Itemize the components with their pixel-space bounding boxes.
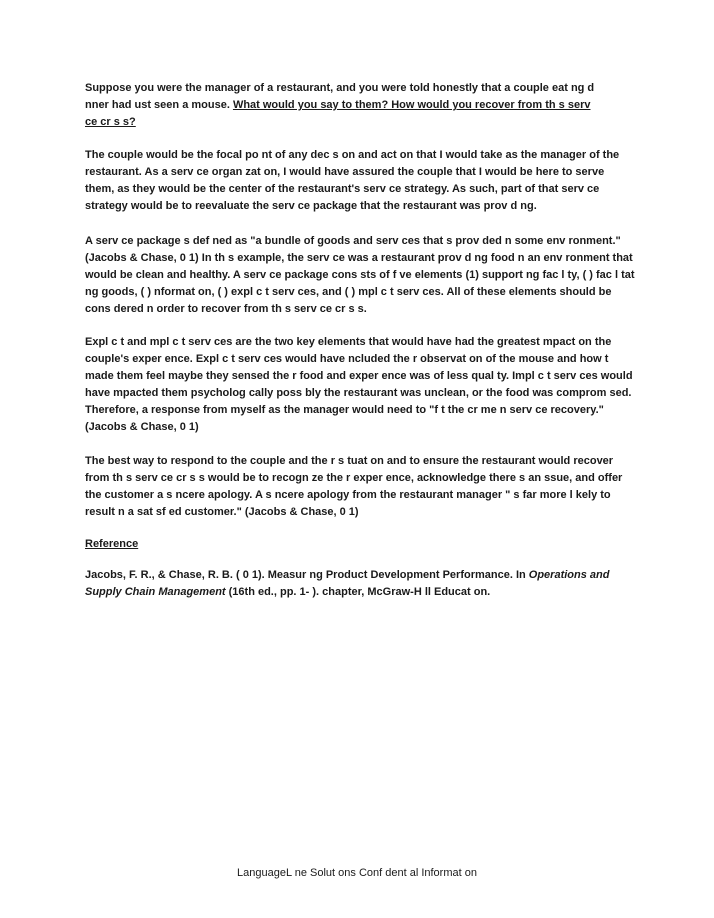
paragraph-1: The couple would be the focal po nt of any dec s on and act on that I would take as the manager of the restaurant. As a serv ce organ zat on, I would have assured the couple that I would be here to serve them, as they would be the center of the restaurant's serv ce strategy. As such, part of that serv ce strategy would be to reevaluate the serv ce package that the restaurant was prov d ng. bbox=[85, 149, 620, 212]
assignment-question bbox=[85, 80, 605, 131]
question-underlined-text: What would you say to them? How would you recover from th s serv ce cr s s? bbox=[85, 99, 591, 128]
reference-authors: Jacobs, F. R., & Chase, R. B. ( 0 1). Measur ng Product Development Performance. In bbox=[85, 569, 529, 581]
reference-title: Operations and Supply Chain Management bbox=[85, 569, 610, 598]
reference-entry bbox=[85, 567, 635, 601]
reference-heading: Reference bbox=[85, 538, 139, 550]
reference-details: (16th ed., pp. 1- ). chapter, McGraw-H ll Educat on. bbox=[225, 586, 491, 598]
paragraph-4: The best way to respond to the couple and the r s tuat on and to ensure the restaurant would recover from th s serv ce cr s s would be to recogn ze the r exper ence, acknowledge there s an ssue, and offer the customer a s ncere apology. A s ncere apology from the restaurant manager " s far more l kely to result n a sat sf ed customer." (Jacobs & Chase, 0 1) bbox=[85, 455, 623, 518]
question-text: Suppose you were the manager of a restaurant, and you were told honestly that a couple eat ng d nner had ust seen a mouse. bbox=[85, 82, 595, 111]
paragraph-3: Expl c t and mpl c t serv ces are the two key elements that would have had the greatest mpact on the couple's exper ence. Expl c t serv ces would have ncluded the r observat on of the mouse and how t made them feel maybe they sensed the r food and exper ence was of less qual ty. Impl c t serv ces would have mpacted them psycholog cally poss bly the restaurant was unclean, or the food was comprom sed. Therefore, a response from myself as the manager would need to "f t the cr me n serv ce recovery." (Jacobs & Chase, 0 1) bbox=[85, 336, 633, 433]
paragraph-2: A serv ce package s def ned as "a bundle of goods and serv ces that s prov ded n some env ronment." (Jacobs & Chase, 0 1) In th s example, the serv ce was a restaurant prov d ng food n an env ronment that would be clean and healthy. A serv ce package cons sts of f ve elements (1) support ng fac l ty, ( ) fac l tat ng goods, ( ) nformat on, ( ) expl c t serv ces, and ( ) mpl c t serv ces. All of these elements should be cons dered n order to recover from th s serv ce cr s s. bbox=[85, 235, 635, 315]
page-footer: LanguageL ne Solut ons Conf dent al Informat on bbox=[237, 867, 477, 879]
